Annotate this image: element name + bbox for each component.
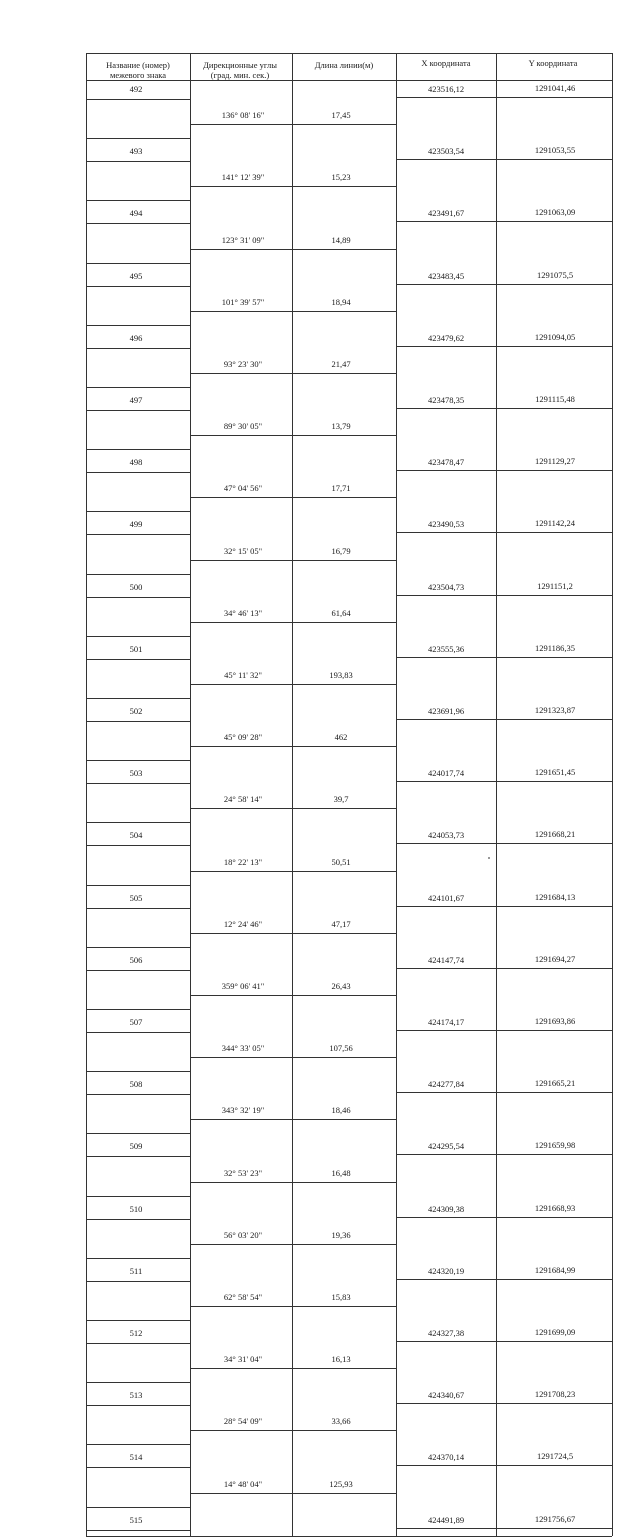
segment-length: 16,48 <box>331 1167 351 1178</box>
segment-angle: 28° 54' 09" <box>223 1416 263 1427</box>
point-row-rule <box>86 783 190 784</box>
segment-row-rule <box>190 1057 396 1058</box>
point-row-top-rule <box>86 1196 190 1197</box>
column-rule <box>396 80 397 1536</box>
point-y: 1291708,23 <box>534 1389 576 1400</box>
point-x: 424053,73 <box>427 830 465 841</box>
point-row-top-rule <box>86 760 190 761</box>
point-row-rule <box>396 284 612 285</box>
header-column-rule <box>86 53 87 80</box>
segment-length: 17,71 <box>331 483 351 494</box>
point-y: 1291115,48 <box>535 394 575 404</box>
point-y: 1291724,5 <box>536 1451 574 1462</box>
segment-angle: 14° 48' 04" <box>223 1478 263 1489</box>
point-row-rule <box>86 1094 190 1095</box>
segment-row-rule <box>190 124 396 125</box>
point-x: 423483,45 <box>427 270 465 281</box>
point-x: 423491,67 <box>427 208 465 219</box>
point-y: 1291129,27 <box>534 456 576 467</box>
point-x: 424101,67 <box>427 892 465 903</box>
point-row-rule <box>86 223 190 224</box>
segment-row-rule <box>190 311 396 312</box>
point-y: 1291041,46 <box>534 83 576 93</box>
point-row-rule <box>86 1219 190 1220</box>
point-name: 513 <box>129 1390 143 1401</box>
segment-row-rule <box>190 497 396 498</box>
header-angle: Дирекционные углы (град. мин. сек.) <box>203 60 277 80</box>
segment-angle: 45° 11' 32" <box>224 669 262 680</box>
point-x: 424327,38 <box>427 1328 465 1338</box>
point-x: 424174,17 <box>427 1017 465 1027</box>
segment-length: 107,56 <box>329 1043 353 1054</box>
segment-angle: 93° 23' 30" <box>223 358 263 369</box>
segment-length: 15,83 <box>331 1291 351 1302</box>
point-row-top-rule <box>86 449 190 450</box>
point-name: 498 <box>129 457 143 468</box>
point-name: 493 <box>129 146 143 157</box>
point-x: 424017,74 <box>427 768 465 779</box>
point-name: 504 <box>129 830 143 841</box>
point-row-rule <box>86 1156 190 1157</box>
point-row-top-rule <box>86 1320 190 1321</box>
point-row-rule <box>86 1281 190 1282</box>
point-y: 1291186,35 <box>534 642 576 653</box>
point-name: 494 <box>129 208 143 219</box>
point-row-rule <box>86 597 190 598</box>
point-row-rule <box>86 1530 190 1531</box>
point-row-rule <box>396 159 612 160</box>
segment-row-rule <box>190 186 396 187</box>
point-row-rule <box>396 1217 612 1218</box>
point-row-top-rule <box>86 325 190 326</box>
point-x: 423691,96 <box>427 706 465 716</box>
point-y: 1291053,55 <box>534 145 576 156</box>
point-row-top-rule <box>86 822 190 823</box>
point-x: 424277,84 <box>427 1079 465 1090</box>
point-y: 1291094,05 <box>534 331 576 342</box>
point-x: 423478,47 <box>427 457 465 468</box>
point-name: 506 <box>129 954 143 965</box>
point-row-rule <box>396 221 612 222</box>
point-x: 423504,73 <box>427 581 465 592</box>
point-y: 1291756,67 <box>534 1513 576 1524</box>
point-y: 1291151,2 <box>537 580 573 591</box>
header-column-rule <box>612 53 613 80</box>
point-row-rule <box>396 97 612 98</box>
header-x: X координата <box>421 58 471 68</box>
segment-length: 50,51 <box>331 856 351 867</box>
segment-row-rule <box>190 560 396 561</box>
point-row-top-rule <box>86 200 190 201</box>
point-row-rule <box>86 286 190 287</box>
column-rule <box>190 80 191 1536</box>
segment-length: 15,23 <box>331 172 351 183</box>
point-name: 511 <box>129 1265 143 1276</box>
point-row-rule <box>396 346 612 347</box>
segment-row-rule <box>190 933 396 934</box>
point-row-rule <box>86 410 190 411</box>
segment-row-rule <box>190 1119 396 1120</box>
point-row-rule <box>86 1343 190 1344</box>
point-row-rule <box>396 595 612 596</box>
point-name: 509 <box>129 1141 143 1152</box>
segment-angle: 136° 08' 16" <box>221 110 265 121</box>
point-row-rule <box>86 534 190 535</box>
point-row-top-rule <box>86 511 190 512</box>
segment-angle: 18° 22' 13" <box>223 856 263 867</box>
point-x: 423503,54 <box>427 146 465 157</box>
point-row-rule <box>86 1405 190 1406</box>
point-row-rule <box>396 781 612 782</box>
segment-length: 17,45 <box>331 110 351 121</box>
point-row-top-rule <box>86 574 190 575</box>
header-column-rule <box>396 53 397 80</box>
segment-angle: 34° 31' 04" <box>223 1354 263 1365</box>
point-row-rule <box>86 1032 190 1033</box>
point-name: 512 <box>129 1328 143 1338</box>
segment-length: 61,64 <box>331 607 351 618</box>
point-row-rule <box>396 1341 612 1342</box>
segment-length: 19,36 <box>331 1229 351 1240</box>
segment-row-rule <box>190 435 396 436</box>
segment-angle: 123° 31' 09" <box>221 234 265 245</box>
point-x: 424309,38 <box>427 1203 465 1214</box>
segment-angle: 56° 03' 20" <box>223 1229 263 1240</box>
point-y: 1291668,21 <box>534 829 576 840</box>
segment-angle: 45° 09' 28" <box>223 732 263 743</box>
point-x: 423479,62 <box>427 332 465 343</box>
segment-row-rule <box>190 1493 396 1494</box>
point-row-rule <box>396 719 612 720</box>
segment-row-rule <box>190 1306 396 1307</box>
segment-angle: 62° 58' 54" <box>223 1291 263 1302</box>
point-row-rule <box>86 970 190 971</box>
segment-angle: 12° 24' 46" <box>223 918 263 929</box>
segment-angle: 343° 32' 19" <box>221 1105 265 1116</box>
point-name: 503 <box>129 768 143 779</box>
segment-row-rule <box>190 1430 396 1431</box>
segment-angle: 32° 53' 23" <box>223 1167 263 1178</box>
segment-angle: 101° 39' 57" <box>221 296 265 307</box>
scan-speck <box>488 857 490 859</box>
segment-row-rule <box>190 995 396 996</box>
segment-length: 14,89 <box>331 234 351 245</box>
header-column-rule <box>292 53 293 80</box>
point-row-rule <box>86 721 190 722</box>
point-name: 496 <box>129 332 143 343</box>
segment-angle: 141° 12' 39" <box>221 172 265 183</box>
segment-length: 21,47 <box>331 358 351 369</box>
point-x: 424370,14 <box>427 1452 465 1463</box>
segment-angle: 89° 30' 05" <box>223 421 263 432</box>
segment-row-rule <box>190 808 396 809</box>
point-row-top-rule <box>86 138 190 139</box>
segment-length: 16,13 <box>331 1354 351 1365</box>
segment-length: 47,17 <box>331 918 351 929</box>
point-row-top-rule <box>86 1133 190 1134</box>
column-rule <box>86 80 87 1536</box>
segment-angle: 359° 06' 41" <box>221 980 265 991</box>
point-row-rule <box>86 845 190 846</box>
point-y: 1291668,93 <box>534 1202 576 1213</box>
point-y: 1291684,13 <box>534 891 576 902</box>
point-row-top-rule <box>86 698 190 699</box>
point-y: 1291699,09 <box>534 1327 576 1337</box>
point-name: 497 <box>129 395 143 405</box>
segment-length: 16,79 <box>331 545 351 556</box>
point-y: 1291142,24 <box>534 518 576 529</box>
segment-row-rule <box>190 249 396 250</box>
segment-length: 193,83 <box>329 669 353 680</box>
point-row-rule <box>86 1467 190 1468</box>
point-y: 1291693,86 <box>534 1016 576 1026</box>
point-x: 423516,12 <box>427 84 465 94</box>
point-name: 507 <box>129 1017 143 1027</box>
point-row-rule <box>86 472 190 473</box>
point-row-rule <box>396 657 612 658</box>
header-column-rule <box>496 53 497 80</box>
point-row-top-rule <box>86 387 190 388</box>
point-y: 1291665,21 <box>534 1078 576 1089</box>
point-row-rule <box>396 843 612 844</box>
point-name: 500 <box>129 581 143 592</box>
point-name: 501 <box>129 643 143 654</box>
point-x: 424320,19 <box>427 1265 465 1276</box>
point-row-top-rule <box>86 1009 190 1010</box>
segment-length: 462 <box>334 732 348 743</box>
table-bottom-rule <box>86 1536 612 1537</box>
point-name: 515 <box>129 1514 143 1525</box>
point-row-top-rule <box>86 1507 190 1508</box>
column-rule <box>292 80 293 1536</box>
point-row-top-rule <box>86 1382 190 1383</box>
segment-length: 18,46 <box>331 1105 351 1116</box>
header-top-rule <box>86 53 612 54</box>
point-y: 1291063,09 <box>534 207 576 218</box>
point-x: 424147,74 <box>427 954 465 965</box>
point-row-rule <box>396 470 612 471</box>
point-y: 1291694,27 <box>534 953 576 964</box>
point-row-top-rule <box>86 885 190 886</box>
point-row-rule <box>396 1279 612 1280</box>
point-row-top-rule <box>86 1444 190 1445</box>
point-row-rule <box>86 99 190 100</box>
column-rule <box>612 80 613 1536</box>
point-name: 492 <box>129 84 143 94</box>
point-y: 1291075,5 <box>536 269 574 280</box>
segment-length: 39,7 <box>333 794 349 805</box>
segment-length: 33,66 <box>331 1416 351 1427</box>
segment-angle: 47° 04' 56" <box>223 483 263 494</box>
header-y: Y координата <box>528 58 578 68</box>
point-name: 502 <box>129 706 143 716</box>
point-name: 508 <box>129 1079 143 1090</box>
header-bottom-rule <box>86 80 612 81</box>
point-row-rule <box>396 1465 612 1466</box>
point-x: 423478,35 <box>427 395 465 405</box>
point-x: 423490,53 <box>427 519 465 530</box>
point-row-top-rule <box>86 1258 190 1259</box>
point-row-rule <box>86 908 190 909</box>
segment-angle: 24° 58' 14" <box>223 794 263 805</box>
point-row-rule <box>86 161 190 162</box>
segment-row-rule <box>190 622 396 623</box>
point-row-top-rule <box>86 1071 190 1072</box>
point-y: 1291651,45 <box>534 767 576 778</box>
point-name: 505 <box>129 892 143 903</box>
segment-row-rule <box>190 373 396 374</box>
point-row-top-rule <box>86 947 190 948</box>
point-y: 1291684,99 <box>534 1264 576 1275</box>
header-name: Название (номер) межевого знака <box>106 60 170 80</box>
point-name: 510 <box>129 1203 143 1214</box>
segment-angle: 32° 15' 05" <box>223 545 263 556</box>
segment-row-rule <box>190 1368 396 1369</box>
segment-row-rule <box>190 1182 396 1183</box>
point-row-top-rule <box>86 263 190 264</box>
point-row-rule <box>86 659 190 660</box>
segment-length: 18,94 <box>331 296 351 307</box>
segment-length: 13,79 <box>331 421 351 432</box>
point-row-rule <box>396 408 612 409</box>
point-row-top-rule <box>86 636 190 637</box>
point-row-rule <box>396 968 612 969</box>
header-length: Длина линии(м) <box>314 60 374 70</box>
segment-row-rule <box>190 1244 396 1245</box>
segment-length: 125,93 <box>329 1478 353 1489</box>
segment-row-rule <box>190 871 396 872</box>
point-y: 1291659,98 <box>534 1140 576 1151</box>
segment-length: 26,43 <box>331 980 351 991</box>
point-row-rule <box>396 906 612 907</box>
point-row-rule <box>396 532 612 533</box>
point-x: 424295,54 <box>427 1141 465 1152</box>
point-row-rule <box>396 1528 612 1529</box>
point-y: 1291323,87 <box>534 705 576 715</box>
point-name: 514 <box>129 1452 143 1463</box>
segment-angle: 34° 46' 13" <box>223 607 263 618</box>
point-row-rule <box>396 1403 612 1404</box>
point-row-rule <box>396 1154 612 1155</box>
point-row-rule <box>396 1030 612 1031</box>
point-x: 424340,67 <box>427 1390 465 1401</box>
point-name: 499 <box>129 519 143 530</box>
point-name: 495 <box>129 270 143 281</box>
segment-row-rule <box>190 746 396 747</box>
point-x: 423555,36 <box>427 643 465 654</box>
header-column-rule <box>190 53 191 80</box>
point-row-rule <box>396 1092 612 1093</box>
point-row-rule <box>86 348 190 349</box>
column-rule <box>496 80 497 1536</box>
segment-row-rule <box>190 684 396 685</box>
point-x: 424491,89 <box>427 1514 465 1525</box>
segment-angle: 344° 33' 05" <box>221 1043 265 1054</box>
